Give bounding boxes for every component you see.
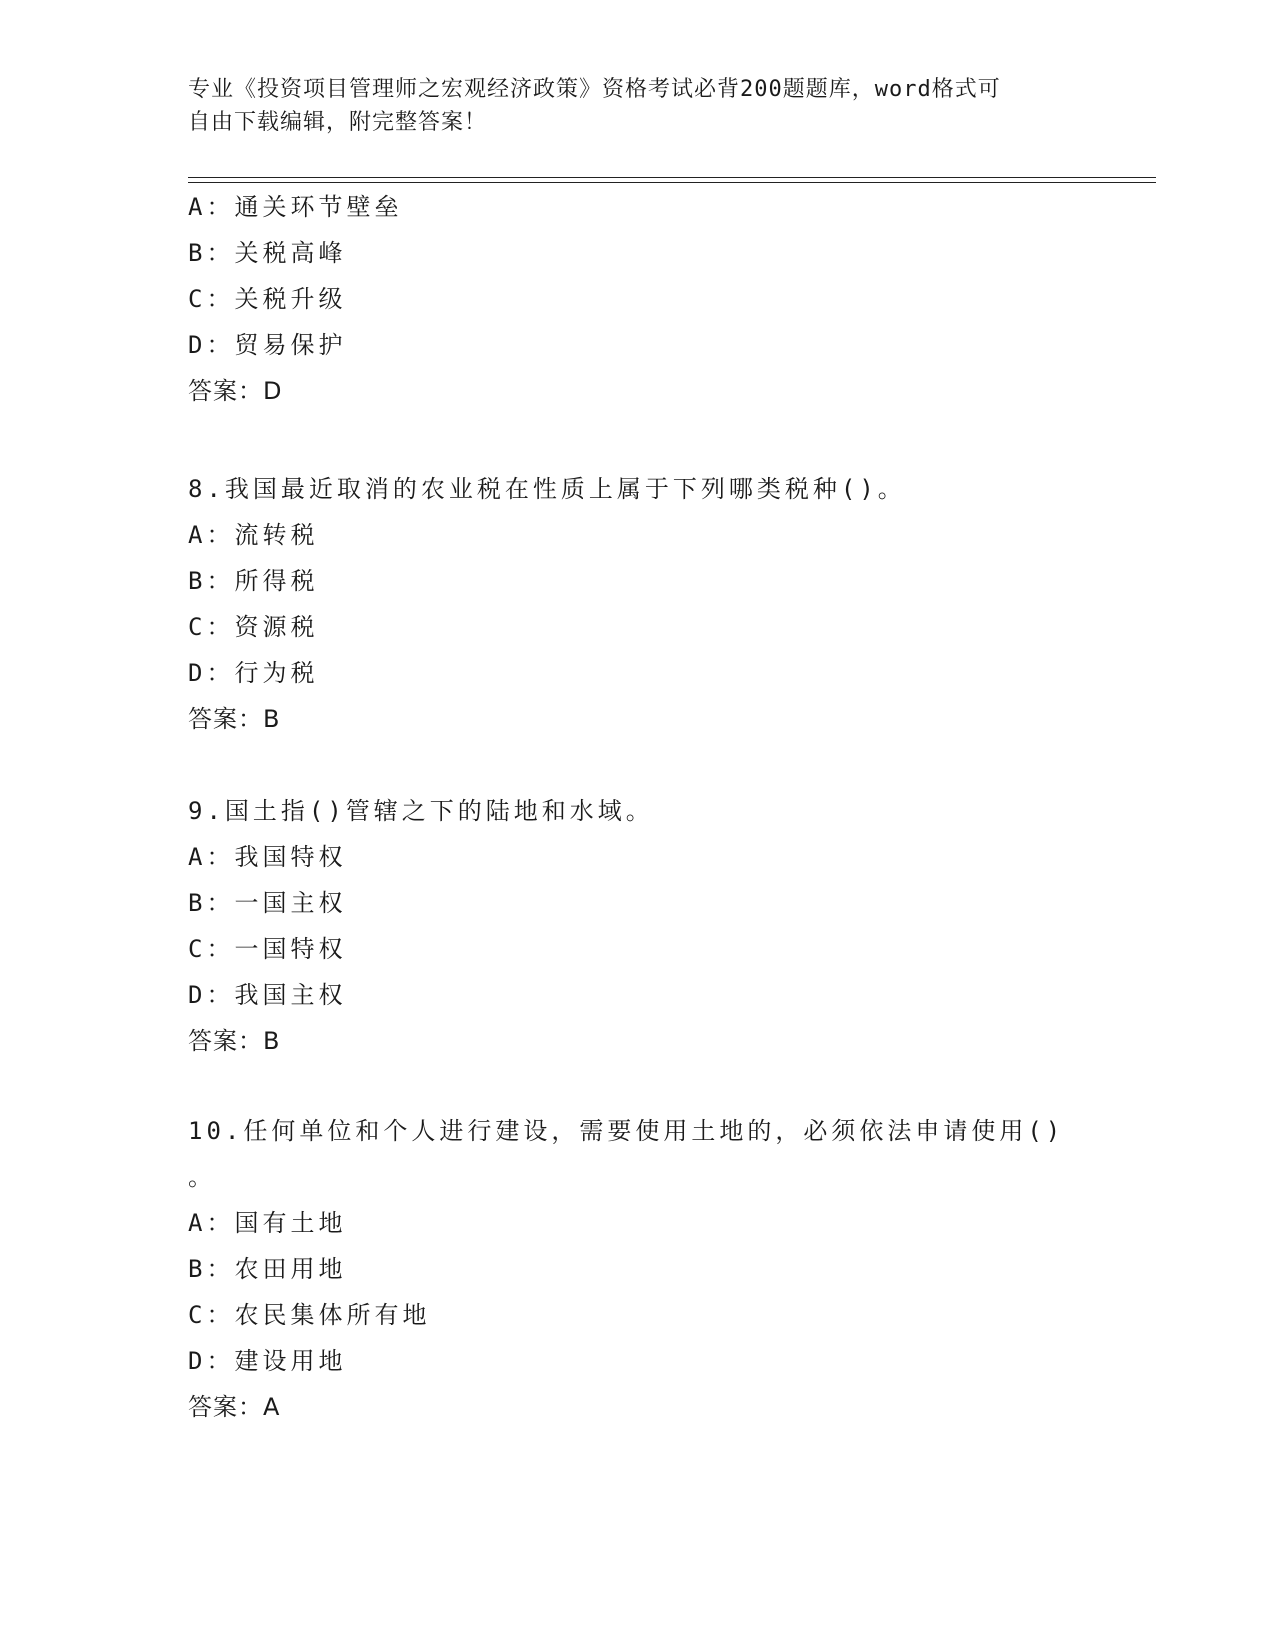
question-text-continuation: 。 (188, 1163, 216, 1191)
answer: 答案：B (188, 705, 281, 733)
option-b: B：所得税 (188, 567, 319, 595)
question-10 (188, 1108, 1088, 1430)
question-9 (188, 788, 1088, 1064)
option-d: D：行为税 (188, 659, 319, 687)
option-d: D：我国主权 (188, 981, 347, 1009)
question-7 (188, 184, 1088, 414)
document-header (188, 73, 1068, 139)
answer: 答案：B (188, 1027, 281, 1055)
option-a: A：流转税 (188, 521, 319, 549)
option-c: C：农民集体所有地 (188, 1301, 431, 1329)
header-divider-top (188, 177, 1156, 178)
question-text: 10.任何单位和个人进行建设，需要使用土地的，必须依法申请使用() (188, 1117, 1065, 1145)
question-text: 9.国土指()管辖之下的陆地和水域。 (188, 797, 654, 825)
header-line-2: 自由下载编辑，附完整答案！ (188, 110, 488, 135)
option-d: D：贸易保护 (188, 331, 347, 359)
question-text: 8.我国最近取消的农业税在性质上属于下列哪类税种()。 (188, 475, 906, 503)
option-d: D：建设用地 (188, 1347, 347, 1375)
option-b: B：关税高峰 (188, 239, 347, 267)
option-b: B：农田用地 (188, 1255, 347, 1283)
header-divider-bottom (188, 182, 1156, 183)
answer: 答案：A (188, 1393, 281, 1421)
header-line-1: 专业《投资项目管理师之宏观经济政策》资格考试必背200题题库，word格式可 (188, 77, 1001, 102)
option-c: C：关税升级 (188, 285, 347, 313)
option-c: C：资源税 (188, 613, 319, 641)
option-a: A：通关环节壁垒 (188, 193, 403, 221)
option-a: A：我国特权 (188, 843, 347, 871)
option-b: B：一国主权 (188, 889, 347, 917)
option-c: C：一国特权 (188, 935, 347, 963)
option-a: A：国有土地 (188, 1209, 347, 1237)
answer: 答案：D (188, 377, 283, 405)
question-8 (188, 466, 1088, 742)
